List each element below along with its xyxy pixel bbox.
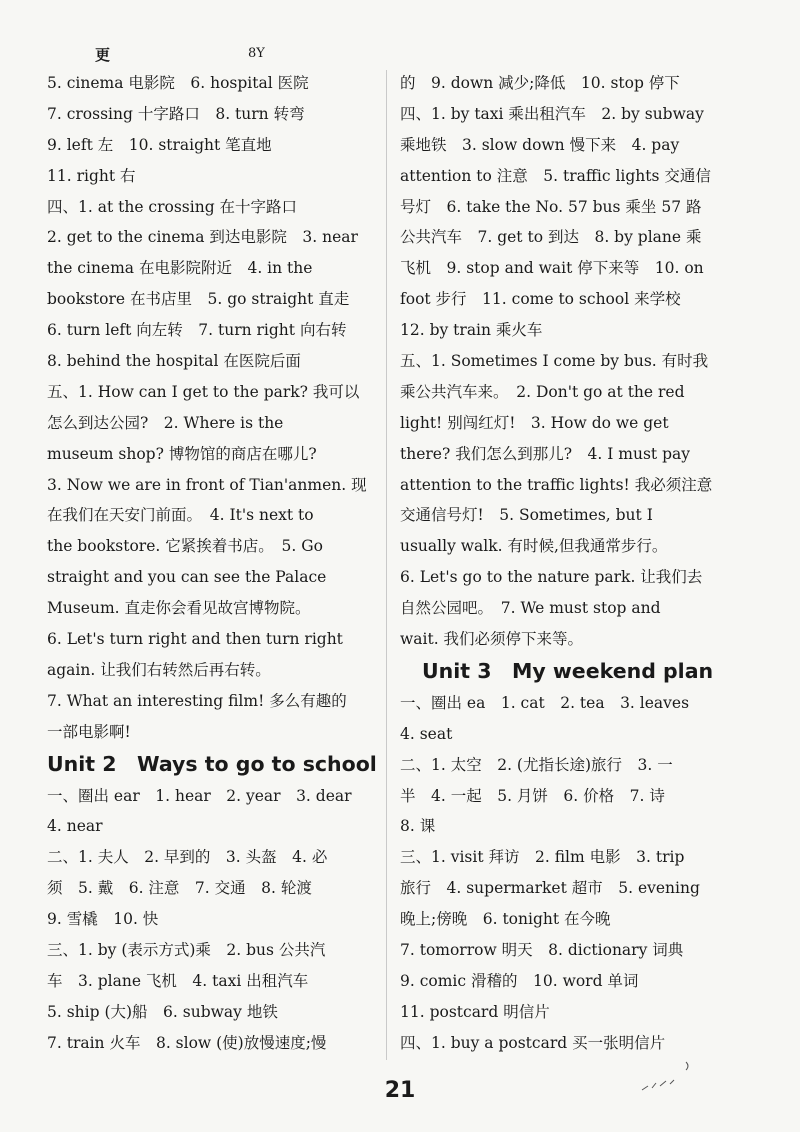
text-line: 乘公共汽车来。 2. Don't go at the red — [400, 382, 685, 401]
text-line: 一、圈出 ear 1. hear 2. year 3. dear — [47, 786, 352, 805]
text-line: 7. What an interesting film! 多么有趣的 — [47, 691, 347, 710]
text-line: 的 9. down 减少;降低 10. stop 停下 — [400, 74, 680, 92]
text-line: 怎么到达公园? 2. Where is the — [47, 413, 284, 432]
text-line: wait. 我们必须停下来等。 — [400, 630, 584, 649]
right-column — [400, 68, 725, 1059]
text-line: bookstore 在书店里 5. go straight 直走 — [47, 290, 350, 309]
text-line: Museum. 直走你会看见故宫博物院。 — [47, 599, 311, 618]
text-line: 二、1. 太空 2. (尤指长途)旅行 3. 一 — [400, 755, 673, 774]
text-line: 8. 课 — [400, 817, 436, 836]
header-mark-right: 8Y — [248, 46, 265, 61]
text-line: straight and you can see the Palace — [47, 568, 327, 587]
text-line: museum shop? 博物馆的商店在哪儿? — [47, 444, 317, 463]
text-line: 11. postcard 明信片 — [400, 1002, 550, 1021]
text-line: attention to the traffic lights! 我必须注意 — [400, 475, 713, 494]
text-line: 一部电影啊! — [47, 722, 131, 741]
unit-heading: Unit 2 Ways to go to school — [47, 751, 377, 776]
text-line: the bookstore. 它紧挨着书店。 5. Go — [47, 537, 323, 556]
text-line: 7. tomorrow 明天 8. dictionary 词典 — [400, 941, 684, 960]
text-line: 三、1. by (表示方式)乘 2. bus 公共汽 — [47, 941, 326, 960]
text-line: 二、1. 夫人 2. 早到的 3. 头盔 4. 必 — [47, 848, 328, 867]
text-line: 4. seat — [400, 724, 453, 743]
page-number: 21 — [384, 1078, 416, 1103]
text-line: 交通信号灯! 5. Sometimes, but I — [400, 506, 653, 525]
text-line: 号灯 6. take the No. 57 bus 乘坐 57 路 — [400, 197, 702, 216]
text-line: again. 让我们右转然后再右转。 — [47, 660, 271, 679]
text-line: foot 步行 11. come to school 来学校 — [400, 290, 681, 309]
column-divider — [386, 70, 387, 1060]
text-line: 11. right 右 — [47, 166, 136, 185]
text-line: 须 5. 戴 6. 注意 7. 交通 8. 轮渡 — [47, 879, 312, 898]
text-line: 6. Let's go to the nature park. 让我们去 — [400, 568, 703, 587]
text-line: 旅行 4. supermarket 超市 5. evening — [400, 879, 700, 898]
text-line: 9. comic 滑稽的 10. word 单词 — [400, 971, 639, 990]
text-line: 乘地铁 3. slow down 慢下来 4. pay — [400, 135, 680, 154]
margin-scribble — [640, 1056, 700, 1096]
text-line: 4. near — [47, 817, 103, 836]
text-line: 9. left 左 10. straight 笔直地 — [47, 135, 272, 154]
text-line: 五、1. How can I get to the park? 我可以 — [47, 382, 360, 401]
text-line: 7. train 火车 8. slow (使)放慢速度;慢 — [47, 1033, 327, 1052]
text-line: 6. turn left 向左转 7. turn right 向右转 — [47, 321, 347, 340]
text-line: 9. 雪橇 10. 快 — [47, 910, 159, 929]
text-line: 在我们在天安门前面。 4. It's next to — [47, 506, 314, 525]
text-line: 12. by train 乘火车 — [400, 321, 543, 340]
text-line: 三、1. visit 拜访 2. film 电影 3. trip — [400, 848, 685, 867]
text-line: 晚上;傍晚 6. tonight 在今晚 — [400, 910, 611, 929]
text-line: attention to 注意 5. traffic lights 交通信 — [400, 166, 711, 185]
text-line: the cinema 在电影院附近 4. in the — [47, 259, 313, 278]
text-line: 5. ship (大)船 6. subway 地铁 — [47, 1002, 278, 1021]
text-line: 四、1. at the crossing 在十字路口 — [47, 197, 298, 216]
text-line: 2. get to the cinema 到达电影院 3. near — [47, 228, 358, 247]
text-line: 四、1. by taxi 乘出租汽车 2. by subway — [400, 104, 704, 123]
text-line: 7. crossing 十字路口 8. turn 转弯 — [47, 104, 305, 123]
text-line: 6. Let's turn right and then turn right — [47, 630, 343, 649]
header-mark-left: 更 — [95, 46, 111, 64]
text-line: light! 别闯红灯! 3. How do we get — [400, 413, 669, 432]
text-line: 半 4. 一起 5. 月饼 6. 价格 7. 诗 — [400, 786, 665, 805]
text-line: 公共汽车 7. get to 到达 8. by plane 乘 — [400, 228, 702, 247]
text-line: 五、1. Sometimes I come by bus. 有时我 — [400, 352, 709, 371]
unit-heading: Unit 3 My weekend plan — [422, 658, 714, 683]
text-line: 飞机 9. stop and wait 停下来等 10. on — [400, 259, 704, 278]
text-line: 8. behind the hospital 在医院后面 — [47, 352, 301, 371]
left-column — [47, 68, 377, 1059]
text-line: 3. Now we are in front of Tian'anmen. 现 — [47, 475, 367, 494]
text-line: 一、圈出 ea 1. cat 2. tea 3. leaves — [400, 693, 690, 712]
text-line: 自然公园吧。 7. We must stop and — [400, 599, 661, 618]
text-line: usually walk. 有时候,但我通常步行。 — [400, 537, 668, 556]
text-line: 四、1. buy a postcard 买一张明信片 — [400, 1033, 666, 1052]
text-line: 5. cinema 电影院 6. hospital 医院 — [47, 74, 309, 92]
text-line: there? 我们怎么到那儿? 4. I must pay — [400, 444, 690, 463]
text-line: 车 3. plane 飞机 4. taxi 出租汽车 — [47, 971, 309, 990]
